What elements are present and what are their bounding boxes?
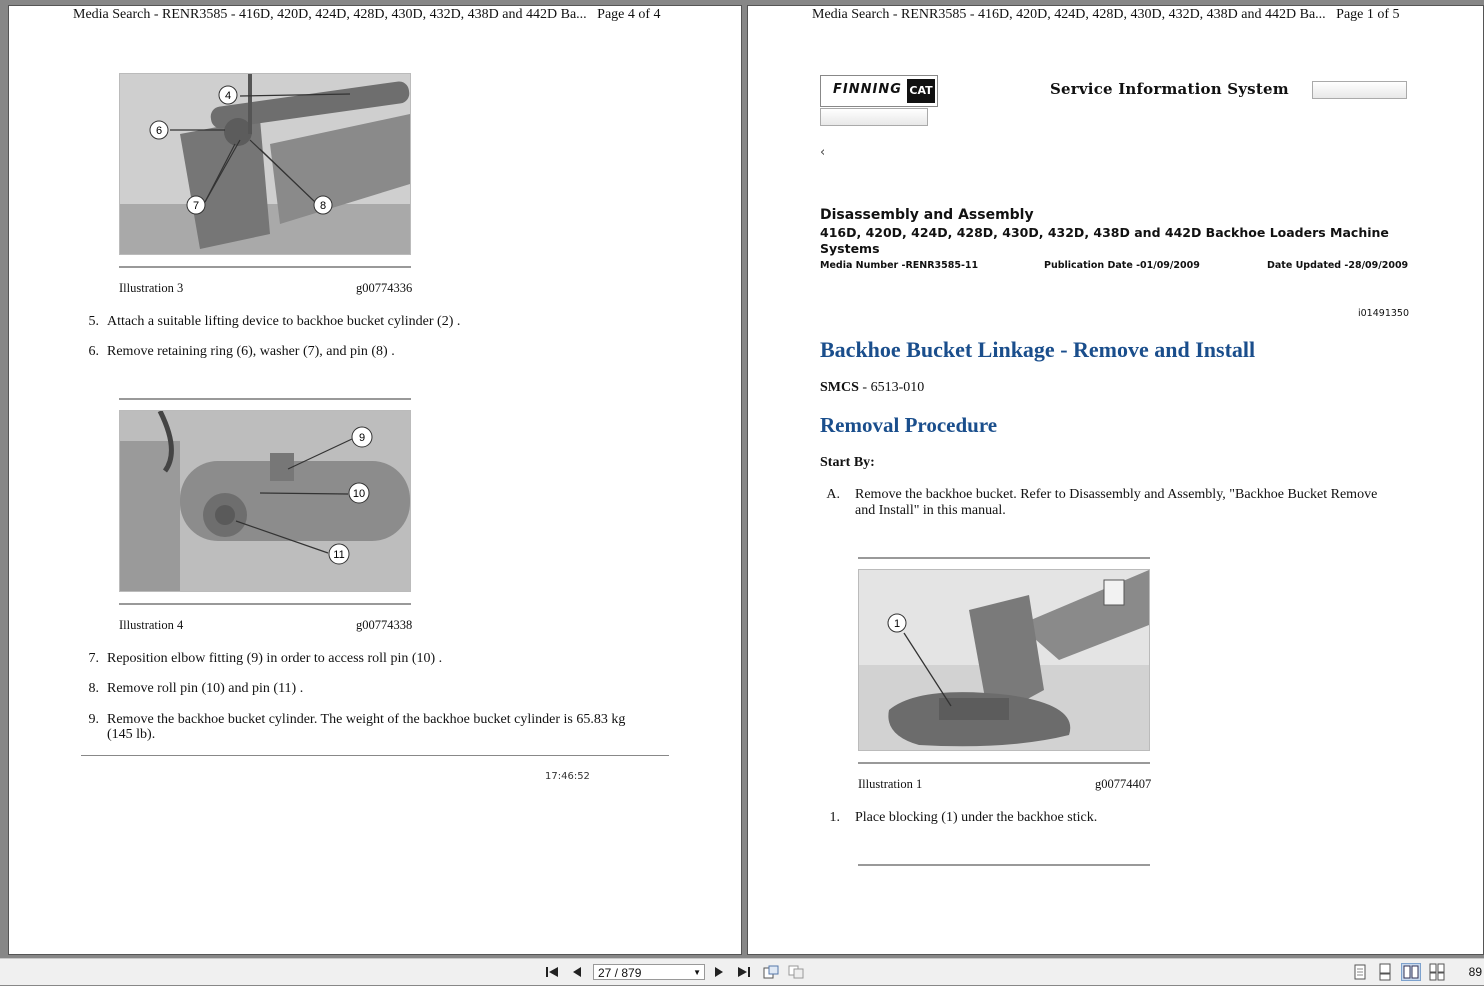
step-number: 7. <box>88 651 99 666</box>
step-number: 8. <box>88 681 99 696</box>
step-text: Attach a suitable lifting device to backhoe bucket cylinder (2) . <box>107 314 461 329</box>
illustration-4-photo <box>119 410 411 592</box>
illustration-4-rule <box>119 603 411 605</box>
step-text: Place blocking (1) under the backhoe stick. <box>855 810 1098 825</box>
chevron-down-icon[interactable]: ▼ <box>693 968 701 977</box>
illustration-3-id: g00774336 <box>356 281 413 295</box>
step-text-continued: (145 lb). <box>107 727 156 742</box>
media-number: Media Number -RENR3585-11 <box>820 260 979 271</box>
previous-page-icon[interactable] <box>567 963 587 981</box>
last-page-icon[interactable] <box>734 963 754 981</box>
page-number-input[interactable] <box>593 964 705 980</box>
right-header-page: Page 1 of 5 <box>1336 7 1400 22</box>
doc-heading: Disassembly and Assembly <box>820 207 1034 223</box>
illustration-4-id: g00774338 <box>356 618 413 632</box>
section-heading-text: Removal Procedure <box>820 413 998 437</box>
step-text: Reposition elbow fitting (9) in order to access roll pin (10) . <box>107 651 443 666</box>
page-title <box>820 337 1255 363</box>
left-page <box>8 5 742 955</box>
doc-id: i01491350 <box>1358 308 1409 319</box>
left-page-header <box>73 7 661 23</box>
two-page-continuous-view-icon[interactable] <box>1427 963 1447 981</box>
step-number: 5. <box>88 314 99 329</box>
sis-title: Service Information System <box>1050 80 1289 98</box>
left-header-title: Media Search - RENR3585 - 416D, 420D, 424D, 428D, 430D, 432D, 438D and 442D Ba... <box>73 7 587 22</box>
continuous-view-icon[interactable] <box>1375 963 1395 981</box>
right-page-header <box>812 7 1400 23</box>
list-item <box>79 712 719 744</box>
step-number: 1. <box>829 810 840 825</box>
callout-4: 4 <box>224 90 232 102</box>
callout-7: 7 <box>192 200 200 212</box>
footer-time: 17:46:52 <box>545 771 590 782</box>
right-header-title: Media Search - RENR3585 - 416D, 420D, 424D, 428D, 430D, 432D, 438D and 442D Ba... <box>812 7 1326 22</box>
prereq-text-continued: and Install" in this manual. <box>855 503 1006 518</box>
header-field-right[interactable] <box>1312 81 1407 99</box>
start-by-label: Start By: <box>820 455 875 470</box>
logo-text: FINNING <box>833 82 902 97</box>
illustration-1-top-rule <box>858 557 1150 559</box>
doc-subheading-2: Systems <box>820 241 880 256</box>
illustration-1-label: Illustration 1 <box>858 777 923 791</box>
cat-badge: CAT <box>907 79 935 103</box>
callout-6: 6 <box>155 125 163 137</box>
page-indicator: 27 / 879 <box>598 966 642 980</box>
publication-date: Publication Date -01/09/2009 <box>1044 260 1200 271</box>
illustration-4-top-rule <box>119 398 411 400</box>
illustration-2-top-rule <box>858 864 1150 866</box>
prereq-text: Remove the backhoe bucket. Refer to Disassembly and Assembly, "Backhoe Bucket Remove <box>855 487 1378 502</box>
two-page-view-icon[interactable] <box>1401 963 1421 981</box>
doc-subheading-1: 416D, 420D, 424D, 428D, 430D, 432D, 438D and 442D Backhoe Loaders Machine <box>820 225 1389 240</box>
step-text: Remove retaining ring (6), washer (7), and pin (8) . <box>107 344 395 359</box>
zoom-level[interactable]: 89 <box>1468 965 1482 979</box>
copy-icon[interactable] <box>786 963 806 981</box>
first-page-icon[interactable] <box>542 963 562 981</box>
callout-8: 8 <box>319 200 327 212</box>
step-text: Remove the backhoe bucket cylinder. The weight of the backhoe bucket cylinder is 65.83 kg <box>107 712 626 727</box>
list-item <box>820 487 1420 519</box>
illustration-3-rule <box>119 266 411 268</box>
smcs-line <box>820 380 924 396</box>
section-heading <box>820 413 997 438</box>
step-text: Remove roll pin (10) and pin (11) . <box>107 681 304 696</box>
illustration-1-id: g00774407 <box>1095 777 1152 791</box>
callout-9: 9 <box>358 432 366 444</box>
finning-cat-logo <box>820 75 938 107</box>
illustration-4-label: Illustration 4 <box>119 618 184 632</box>
right-page <box>747 5 1484 955</box>
illustration-1-photo <box>858 569 1150 751</box>
header-field-left[interactable] <box>820 108 928 126</box>
date-updated: Date Updated -28/09/2009 <box>1267 260 1409 271</box>
step-number: 6. <box>88 344 99 359</box>
callout-1: 1 <box>893 618 901 630</box>
page-title-text: Backhoe Bucket Linkage - Remove and Install <box>820 337 1256 362</box>
rotate-icon[interactable] <box>761 963 781 981</box>
next-page-icon[interactable] <box>709 963 729 981</box>
step-number: 9. <box>88 712 99 727</box>
illustration-3-photo <box>119 73 411 255</box>
smcs-value: - 6513-010 <box>858 380 925 395</box>
single-page-view-icon[interactable] <box>1350 963 1370 981</box>
callout-10: 10 <box>352 488 366 500</box>
prereq-letter: A. <box>826 487 840 502</box>
footer-rule <box>81 755 669 756</box>
smcs-label: SMCS <box>820 380 859 395</box>
callout-11: 11 <box>333 549 345 561</box>
left-header-page: Page 4 of 4 <box>597 7 661 22</box>
viewer-toolbar <box>0 958 1484 985</box>
illustration-1-rule <box>858 762 1150 764</box>
back-arrow-icon[interactable]: ‹ <box>820 145 826 160</box>
illustration-3-label: Illustration 3 <box>119 281 184 295</box>
